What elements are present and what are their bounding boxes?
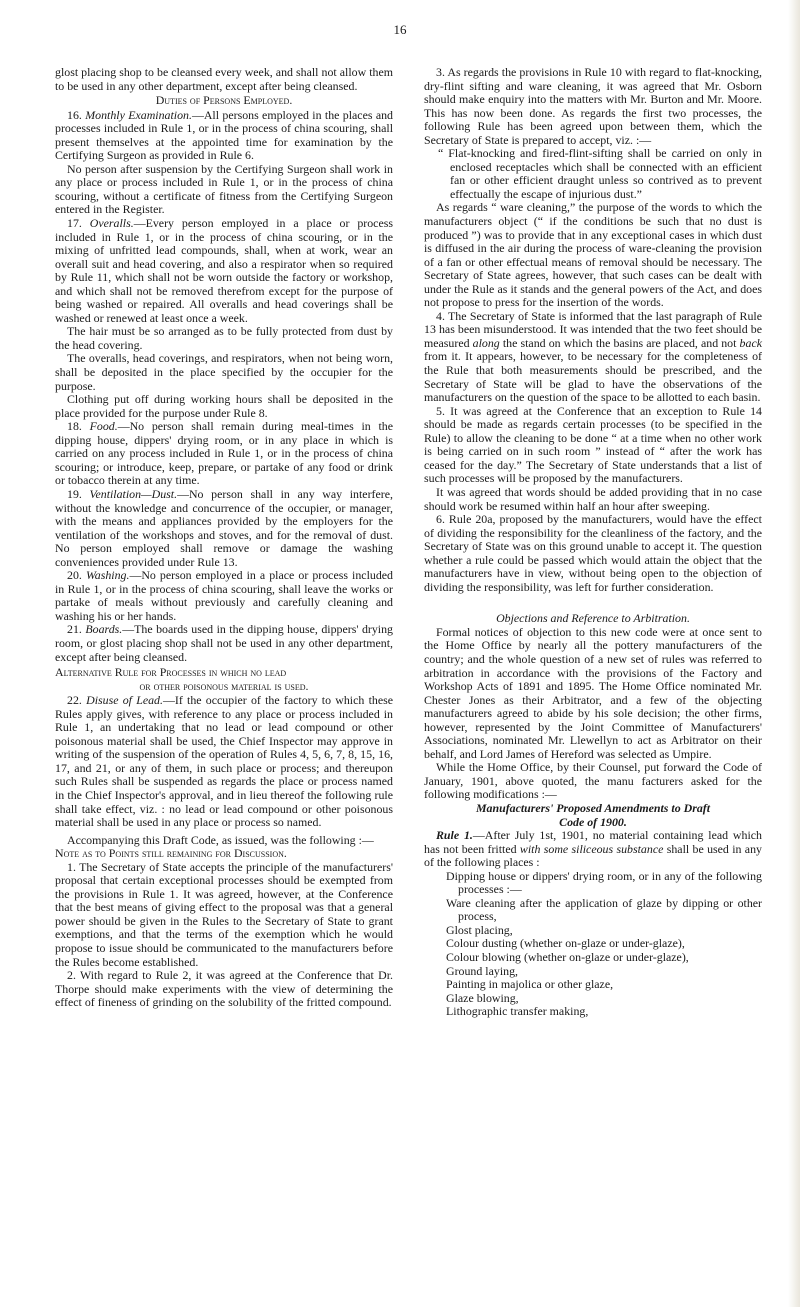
rule-text: —No person shall remain during meal-times in the dipping house, dippers' drying room, or in any place in which is carried on any process included in Rule 1, or in the process of china scouring; or introduce, keep, prepare, or partake of any food or drink or tobacco therein at any time.: [55, 419, 393, 488]
rule-number: 20.: [67, 568, 82, 583]
rule-title: Food.: [89, 419, 118, 434]
section-heading-alternative-line2: or other poisonous material is used.: [139, 678, 309, 693]
rule-20: [55, 569, 393, 623]
list-item: Colour dusting (whether on-glaze or under-glaze),: [446, 936, 685, 951]
paragraph: As regards “ ware cleaning,” the purpose of the words to which the manufacturers object (“ if the conditions be such that no dust is produced ”) was to provide that in any exceptional cases in which dust is diffused in the air during the process of ware-cleaning the provision of a fan or other effectual means of removal should be necessary. The Secretary of State agrees, however, that such cases can be dealt with under the Rule as it stands and the general powers of the Act, and does not propose to press for the insertion of the words.: [424, 200, 762, 310]
rule-number: 19.: [67, 486, 82, 501]
paragraph: The overalls, head coverings, and respirators, when not being worn, shall be deposited in the place specified by the occupier for the purpose.: [55, 351, 393, 393]
rule-title: Boards.: [85, 622, 123, 637]
emphasis: with some siliceous substance: [519, 841, 664, 856]
note-2: 2. With regard to Rule 2, it was agreed at the Conference that Dr. Thorpe should make experiments with the view of determining the effect of fineness of grinding on the solubility of the fritted compound.: [55, 968, 393, 1010]
amended-rule-1: [424, 829, 762, 870]
rule-text: —If the occupier of the factory to which these Rules apply gives, with reference to any place or process included in Rule 1, an undertaking that no lead or lead compound or other poisonous material shall be used, the Chief Inspector may approve in writing of the suspension of the operation of Rules 4, 5, 6, 7, 8, 15, 16, 17, and 21, or any of them, in such place or process; and thereupon such Rules shall be suspended as regards the place or process named in the Chief Inspector's approval, and in lieu thereof the following rule shall take effect, viz. : no lead or lead compound or other poisonous material shall be used in any place or process so named.: [55, 693, 393, 830]
rule-title: Rule 1.: [436, 828, 473, 843]
quoted-rule: “ Flat-knocking and fired-flint-sifting shall be carried on only in enclosed receptacles which shall be connected with an efficient fan or other efficient draught unless so contrived as to prevent effectually the escape of injurious dust.”: [438, 146, 762, 201]
page-edge-shadow: [788, 0, 800, 1307]
rule-16: [55, 109, 393, 163]
rule-number: 16.: [67, 107, 82, 122]
rule-18: [55, 420, 393, 488]
process-list: [424, 870, 762, 1019]
list-item: Lithographic transfer making,: [446, 1004, 589, 1019]
rule-number: 18.: [67, 419, 82, 434]
section-heading-note: Note as to Points still remaining for Discussion.: [55, 846, 287, 861]
rule-text: —Every person employed in a place or process included in Rule 1, or in the process of china scouring, or in the mixing of unfritted lead compounds, shall, when at work, wear an overall suit and head covering, and also a respirator when so required by Rule 11, which shall not be worn outside the factory or workshop, and which shall not be removed therefrom except for the purpose of being washed or repaired. All overalls and head coverings shall be washed or renewed at least once a week.: [55, 216, 393, 325]
section-heading-amendments-line2: Code of 1900.: [559, 814, 627, 829]
right-column: [424, 66, 762, 1019]
rule-title: Monthly Examination.: [85, 107, 192, 122]
rule-19: [55, 488, 393, 569]
rule-title: Overalls.: [89, 216, 134, 231]
rule-title: Disuse of Lead.: [86, 693, 163, 708]
paragraph: No person after suspension by the Certifying Surgeon shall work in any place or process included in Rule 1, or in the process of china scouring, without a certificate of fitness from the Certifying Surgeon entered in the Register.: [55, 161, 393, 217]
list-item: Dipping house or dippers' drying room, or in any of the following processes :—: [446, 868, 762, 897]
list-item: Painting in majolica or other glaze,: [446, 977, 614, 992]
text-run: from it. It appears, however, to be necessary for the completeness of the Rule that both measurements should be prescribed, and the Secretary of State will be glad to have the observations of the manufacturers on the question of the space to be allotted to each basin.: [424, 349, 762, 405]
section-heading-alternative: [55, 666, 393, 680]
paragraph: The hair must be so arranged as to be fully protected from dust by the head covering.: [55, 324, 393, 352]
list-item: Ground laying,: [446, 963, 518, 978]
rule-21: [55, 623, 393, 664]
section-heading-objections: Objections and Reference to Arbitration.: [496, 611, 690, 626]
text-run: shall be used in any of the following places :: [424, 841, 762, 870]
list-item: Glaze blowing,: [446, 990, 519, 1005]
rule-title: Washing.: [85, 568, 130, 583]
left-column: [55, 66, 393, 1010]
rule-number: 22.: [67, 693, 82, 708]
heading-line: Alternative Rule for Processes in which no lead: [55, 665, 287, 680]
rule-text: —No person shall in any way interfere, without the knowledge and concurrence of the occupier, or manager, with the means and appliances provided by the employers for the ventilation of the workshops and stoves, and for the removal of dust. No person employed shall remove or damage the washing conveniences provided under Rule 13.: [55, 486, 393, 569]
text-run: the stand on which the basins are placed, and not: [502, 335, 737, 350]
paragraph: It was agreed that words should be added providing that in no case should work be resumed within half an hour after sweeping.: [424, 484, 762, 513]
paragraph: glost placing shop to be cleansed every week, and shall not allow them to be used in any other department, except after being cleansed.: [55, 65, 393, 93]
rule-text: —All persons employed in the places and processes included in Rule 1, or in the process of china scouring, shall present themselves at the appointed time for examination by the Certifying Surgeon as provided in Rule 6.: [55, 107, 393, 163]
emphasis: back: [739, 335, 762, 350]
text-run: —After July 1st, 1901, no material containing lead which has not been fritted: [424, 828, 762, 856]
list-item: Ware cleaning after the application of glaze by dipping or other process,: [446, 895, 762, 924]
rule-17: [55, 217, 393, 325]
text-run: 4. The Secretary of State is informed that the last paragraph of Rule 13 has been misunderstood. It was intended that the two feet should be measured: [424, 308, 762, 350]
page-number: 16: [393, 22, 407, 37]
paragraph: Clothing put off during working hours shall be deposited in the place provided for the purpose under Rule 8.: [55, 392, 393, 420]
note-1: 1. The Secretary of State accepts the principle of the manufacturers' proposal that certain exceptional processes should be exempted from the provisions in Rule 1. It was agreed, however, at the Conference that the best means of giving effect to the proposal was that a general power should be given in the Rules to the Secretary of State to grant exemptions, and that the terms of the exemption which he would propose to issue should be communicated to the manufacturers before the Rules become established.: [55, 859, 393, 969]
rule-number: 17.: [67, 216, 82, 231]
rule-number: 21.: [67, 622, 82, 637]
rule-text: —The boards used in the dipping house, dippers' drying room, or glost placing shop shall not be used in any other department, except after being cleansed.: [55, 622, 393, 664]
rule-22: [55, 694, 393, 829]
note-4: [424, 310, 762, 405]
rule-text: —No person employed in a place or process included in Rule 1, or in the process of china scouring, shall leave the works or partake of meals without previously and carefully cleaning and washing his or her hands.: [55, 568, 393, 623]
paragraph: Formal notices of objection to this new code were at once sent to the Home Office by nearly all the pottery manufacturers of the country; and the whole question of a new set of rules was referred to arbitration in accordance with the provisions of the Factory and Workshop Acts of 1891 and 1895. The Home Office nominated Mr. Chester Jones as their Arbitrator, and a few of the objecting manufacturers agreed to abide by his sole decision; the other firms, however, represented by the Joint Committee of Manufacturers' Associations, nominated Mr. Llewellyn to act as Arbitrator on their behalf, and Lord James of Hereford was selected as Umpire.: [424, 624, 762, 761]
note-5: 5. It was agreed at the Conference that an exception to Rule 14 should be made as regards certain processes (to be specified in the Rule) to allow the cleaning to be done “ at a time when no other work is being carried on in such room ” instead of “ after the work has ceased for the day.” The Secretary of State understands that a list of such processes will be proposed by the manufacturers.: [424, 403, 762, 486]
section-heading-duties: Duties of Persons Employed.: [155, 93, 293, 108]
note-3: 3. As regards the provisions in Rule 10 with regard to flat-knocking, dry-flint sifting and ware cleaning, it was agreed that Mr. Osborn should make enquiry into the matters with Mr. Burton and Mr. Moore. This has now been done. As regards the first two processes, the following Rule has been agreed upon between them, which the Secretary of State is prepared to accept, viz. :—: [424, 65, 762, 147]
section-heading-amendments: Manufacturers' Proposed Amendments to Draft: [475, 800, 711, 815]
list-item: Glost placing,: [446, 922, 513, 937]
paragraph: While the Home Office, by their Counsel, put forward the Code of January, 1901, above quoted, the manu facturers asked for the following modifications :—: [424, 760, 762, 802]
list-item: Colour blowing (whether on-glaze or under-glaze),: [446, 950, 689, 964]
rule-title: Ventilation—Dust.: [89, 486, 178, 501]
emphasis: along: [472, 335, 500, 350]
paragraph: Accompanying this Draft Code, as issued, was the following :—: [67, 832, 374, 847]
note-6: 6. Rule 20a, proposed by the manufacturers, would have the effect of dividing the responsibility for the cleanliness of the factory, and the Secretary of State was on this ground unable to accept it. The question whether a rule could be passed which would attain the object that the manufacturers have in view, without being open to the objection of dividing the responsibility, was left for further consideration.: [424, 512, 762, 594]
